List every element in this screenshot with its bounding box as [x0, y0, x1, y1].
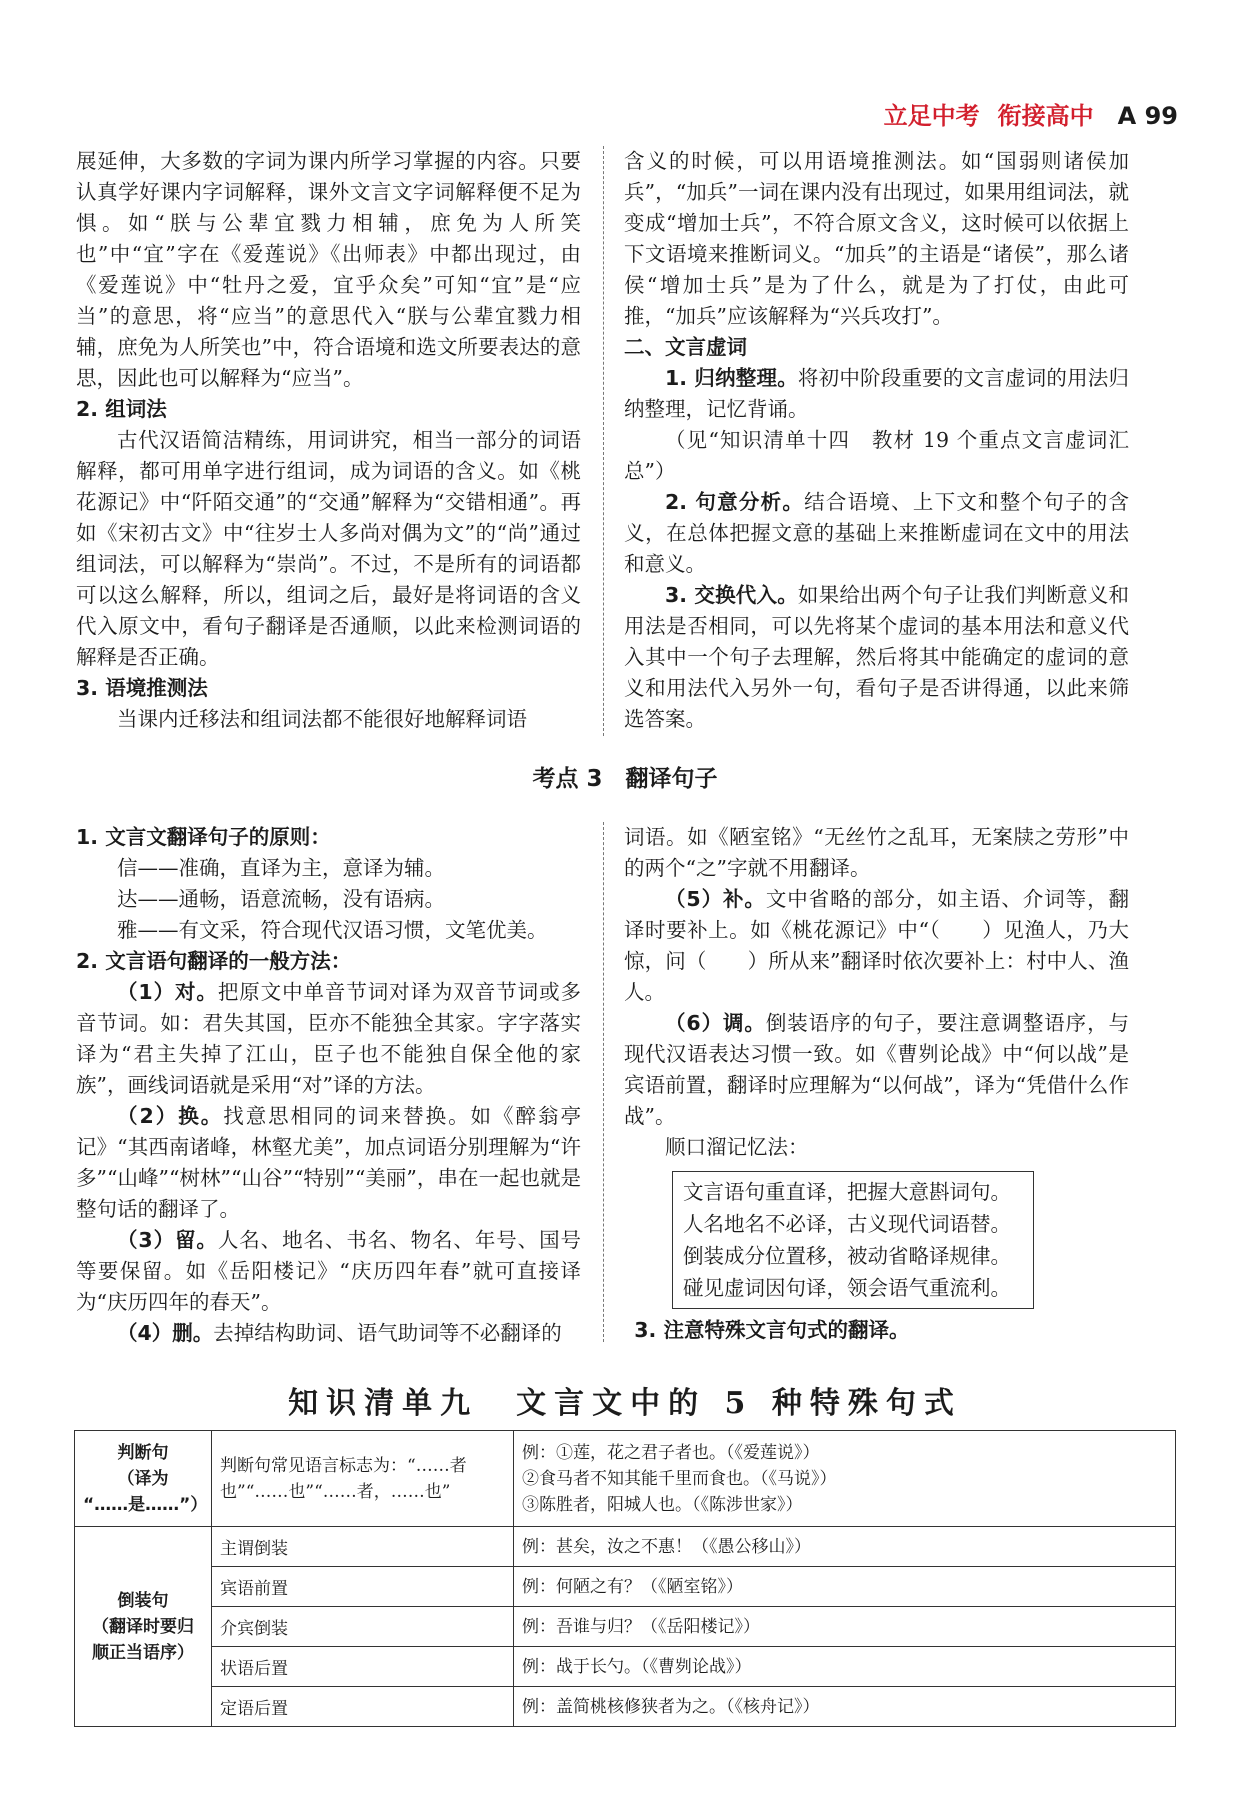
method-label: （2）换。: [117, 1104, 224, 1128]
subheading: 2. 组词法: [76, 397, 167, 421]
paragraph-text: 含义的时候，可以用语境推测法。如“国弱则诸侯加兵”，“加兵”一词在课内没有出现过，如果用组词法，就变成“增加士兵”，不符合原文含义，这时候可以依据上下文语境来推断词义。“加兵”的主语是“诸侯”，那么诸侯“增加士兵”是为了什么，就是为了打仗，由此可推，“加兵”应该解释为“兴兵攻打”。: [624, 149, 1129, 328]
category-inversion: 倒装句 （翻译时要归 顺正当语序）: [75, 1527, 212, 1727]
paragraph-text: 雅——有文采，符合现代汉语习惯，文笔优美。: [117, 918, 548, 942]
mnemonic-line: 文言语句重直译，把握大意斟词句。: [683, 1180, 1011, 1204]
paragraph: [76, 425, 581, 673]
paragraph: [76, 704, 581, 735]
mnemonic-box: [672, 1171, 1034, 1309]
inversion-example: 例：战于长勺。（《曹刿论战》）: [514, 1647, 1176, 1687]
paragraph-text: 达——通畅，语意流畅，没有语病。: [117, 887, 445, 911]
paragraph-text: 找意思相同的词来替换。如《醉翁亭记》“其西南诸峰，林壑尤美”，加点词语分别理解为“许多”“山峰”“树林”“山谷”“特别”“美丽”，串在一起也就是整句话的翻译了。: [76, 1104, 582, 1221]
method-label: 3. 交换代入。: [665, 583, 798, 607]
paragraph-text: （见“知识清单十四 教材 19 个重点文言虚词汇总”）: [624, 428, 1129, 483]
table-row: [75, 1607, 1176, 1647]
mnemonic-line: 倒装成分位置移，被动省略译规律。: [683, 1244, 1011, 1268]
paragraph: [624, 1008, 1129, 1132]
mnemonic-line: 人名地名不必译，古义现代词语替。: [683, 1212, 1011, 1236]
translation-tip-3: 3. 注意特殊文言句式的翻译。: [634, 1318, 910, 1342]
paragraph: [76, 146, 581, 394]
header-slogan-left: 立足中考: [883, 102, 980, 130]
paragraph-text: 把原文中单音节词对译为双音节词或多音节词。如：君失其国，臣亦不能独全其家。字字落实译为“君主失掉了江山，臣子也不能独自保全他的家族”，画线词语就是采用“对”译的方法。: [76, 980, 581, 1097]
paragraph-text: 词语。如《陋室铭》“无丝竹之乱耳，无案牍之劳形”中的两个“之”字就不用翻译。: [624, 825, 1129, 880]
column-bottom-left: [76, 822, 581, 1349]
paragraph: [624, 1132, 1129, 1163]
table-row: [75, 1647, 1176, 1687]
inversion-example: 例：何陋之有？（《陋室铭》）: [514, 1567, 1176, 1607]
paragraph: [624, 884, 1129, 1008]
paragraph: [624, 487, 1129, 580]
paragraph: [624, 822, 1129, 884]
inversion-example: 例：甚矣，汝之不惠！（《愚公移山》）: [514, 1527, 1176, 1567]
table-row: [75, 1527, 1176, 1567]
inversion-type: 介宾倒装: [212, 1607, 514, 1647]
paragraph-text: 顺口溜记忆法：: [665, 1135, 809, 1159]
paragraph: [624, 580, 1129, 735]
method-label: （1）对。: [117, 980, 218, 1004]
paragraph: [76, 853, 581, 884]
inversion-example: 例：吾谁与归？（《岳阳楼记》）: [514, 1607, 1176, 1647]
paragraph-text: 展延伸，大多数的字词为课内所学习掌握的内容。只要认真学好课内字词解释，课外文言文字词解释便不足为惧。如“朕与公辈宜戮力相辅，庶免为人所笑也”中“宜”字在《爱莲说》《出师表》中都出现过，由《爱莲说》中“牡丹之爱，宜乎众矣”可知“宜”是“应当”的意思，将“应当”的意思代入“朕与公辈宜戮力相辅，庶免为人所笑也”中，符合语境和选文所要表达的意思，因此也可以解释为“应当”。: [76, 149, 581, 390]
paragraph-text: 信——准确，直译为主，意译为辅。: [117, 856, 445, 880]
paragraph: [76, 1101, 581, 1225]
method-label: （3）留。: [117, 1228, 218, 1252]
inversion-type: 定语后置: [212, 1687, 514, 1727]
table-row: [75, 1431, 1176, 1527]
knowledge-list-title: 知识清单九 文言文中的 5 种特殊句式: [288, 1386, 962, 1421]
method-label: 2. 句意分析。: [665, 490, 805, 514]
paragraph: [624, 363, 1129, 425]
paragraph: [624, 425, 1129, 487]
method-label: （6）调。: [665, 1011, 766, 1035]
page-header: [884, 96, 1178, 131]
special-sentence-table: [74, 1430, 1176, 1727]
section-title-translation: 考点 3 翻译句子: [532, 766, 718, 792]
table-row: [75, 1687, 1176, 1727]
paragraph-text: 结合语境、上下文和整个句子的含义，在总体把握文意的基础上来推断虚词在文中的用法和意义。: [624, 490, 1129, 576]
column-bottom-right-text: [624, 822, 1129, 1163]
paragraph-text: 人名、地名、书名、物名、年号、国号等要保留。如《岳阳楼记》“庆历四年春”就可直接译为“庆历四年的春天”。: [76, 1228, 581, 1314]
column-divider: [603, 822, 604, 1342]
paragraph-text: 古代汉语简洁精练，用词讲究，相当一部分的词语解释，都可用单字进行组词，成为词语的含义。如《桃花源记》中“阡陌交通”的“交通”解释为“交错相通”。再如《宋初古文》中“往岁士人多尚对偶为文”的“尚”通过组词法，可以解释为“崇尚”。不过，不是所有的词语都可以这么解释，所以，组词之后，最好是将词语的含义代入原文中，看句子翻译是否通顺，以此来检测词语的解释是否正确。: [76, 428, 581, 669]
paragraph-text: 倒装语序的句子，要注意调整语序，与现代汉语表达习惯一致。如《曹刿论战》中“何以战”是宾语前置，翻译时应理解为“以何战”，译为“凭借什么作战”。: [624, 1011, 1129, 1128]
method-label: （5）补。: [665, 887, 766, 911]
inversion-type: 主谓倒装: [212, 1527, 514, 1567]
method-label: （4）删。: [117, 1321, 214, 1345]
category-judgment: 判断句 （译为 “……是……”）: [75, 1431, 212, 1527]
paragraph-text: 文中省略的部分，如主语、介词等，翻译时要补上。如《桃花源记》中“（ ）见渔人，乃大惊，问（ ）所从来”翻译时依次要补上：村中人、渔人。: [624, 887, 1129, 1004]
subheading: 2. 文言语句翻译的一般方法：: [76, 949, 352, 973]
column-divider: [603, 146, 604, 736]
header-slogan-right: 衔接高中: [997, 102, 1094, 130]
paragraph-text: 将初中阶段重要的文言虚词的用法归纳整理，记忆背诵。: [624, 366, 1129, 421]
paragraph: [76, 915, 581, 946]
subheading: 二、文言虚词: [624, 335, 747, 359]
inversion-type: 宾语前置: [212, 1567, 514, 1607]
judgment-markers: 判断句常见语言标志为：“……者也”“……也”“……者，……也”: [212, 1431, 514, 1527]
inversion-type: 状语后置: [212, 1647, 514, 1687]
page-number: A 99: [1117, 102, 1178, 130]
column-bottom-right: [624, 822, 1129, 1346]
paragraph: [624, 146, 1129, 332]
column-top-right: [624, 146, 1129, 735]
subheading: 1. 文言文翻译句子的原则：: [76, 825, 331, 849]
paragraph: [76, 1318, 581, 1349]
judgment-examples: 例：①莲，花之君子者也。（《爱莲说》） ②食马者不知其能千里而食也。（《马说》） ③陈胜者，阳城人也。（《陈涉世家》）: [514, 1431, 1176, 1527]
paragraph-text: 去掉结构助词、语气助词等不必翻译的: [213, 1321, 562, 1345]
column-top-left: [76, 146, 581, 735]
method-label: 1. 归纳整理。: [665, 366, 798, 390]
paragraph: [76, 977, 581, 1101]
paragraph: [76, 1225, 581, 1318]
mnemonic-line: 碰见虚词因句译，领会语气重流利。: [683, 1276, 1011, 1300]
paragraph-text: 当课内迁移法和组词法都不能很好地解释词语: [117, 707, 527, 731]
table-row: [75, 1567, 1176, 1607]
paragraph-text: 如果给出两个句子让我们判断意义和用法是否相同，可以先将某个虚词的基本用法和意义代入其中一个句子去理解，然后将其中能确定的虚词的意义和用法代入另外一句，看句子是否讲得通，以此来筛选答案。: [624, 583, 1129, 731]
inversion-example: 例：盖简桃核修狭者为之。（《核舟记》）: [514, 1687, 1176, 1727]
subheading: 3. 语境推测法: [76, 676, 208, 700]
paragraph: [76, 884, 581, 915]
